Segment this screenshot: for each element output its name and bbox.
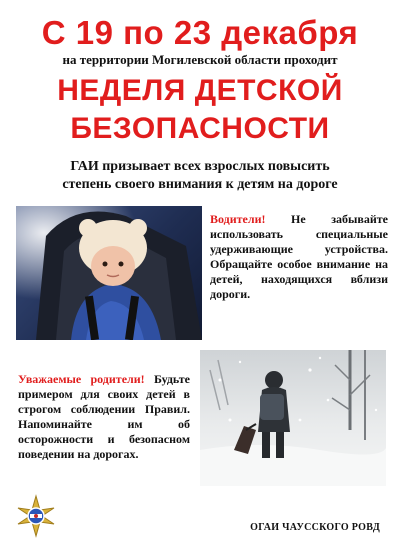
gai-emblem-icon	[14, 494, 58, 538]
drivers-label: Водители!	[210, 212, 266, 226]
headline-line-2: БЕЗОПАСНОСТИ	[70, 112, 330, 145]
child-in-snow-photo	[200, 350, 386, 486]
date-heading: С 19 по 23 декабря	[41, 14, 359, 51]
parents-message	[18, 372, 190, 462]
appeal-line-1: ГАИ призывает всех взрослых повысить	[70, 159, 330, 174]
drivers-text: Не забывайте использовать специальные удерживающие устройства. Обращайте особое внимание на детей, находящихся вблизи дороги.	[210, 212, 388, 301]
parents-text: Будьте примером для своих детей в строгом соблюдении Правил. Напоминайте им об осторожности и безопасном поведении на дорогах.	[18, 372, 190, 461]
headline-line-1: НЕДЕЛЯ ДЕТСКОЙ	[57, 74, 343, 107]
drivers-message	[210, 212, 388, 302]
child-car-seat-photo	[16, 206, 202, 340]
parents-label: Уважаемые родители!	[18, 372, 145, 386]
appeal-line-2: степень своего внимания к детям на дороге	[62, 177, 338, 192]
footer-org: ОГАИ ЧАУССКОГО РОВД	[250, 522, 380, 533]
child-car-seat-illustration	[16, 206, 202, 340]
child-in-snow-illustration	[200, 350, 386, 486]
region-subtitle: на территории Могилевской области проходит	[62, 52, 338, 67]
appeal-text	[0, 158, 400, 194]
